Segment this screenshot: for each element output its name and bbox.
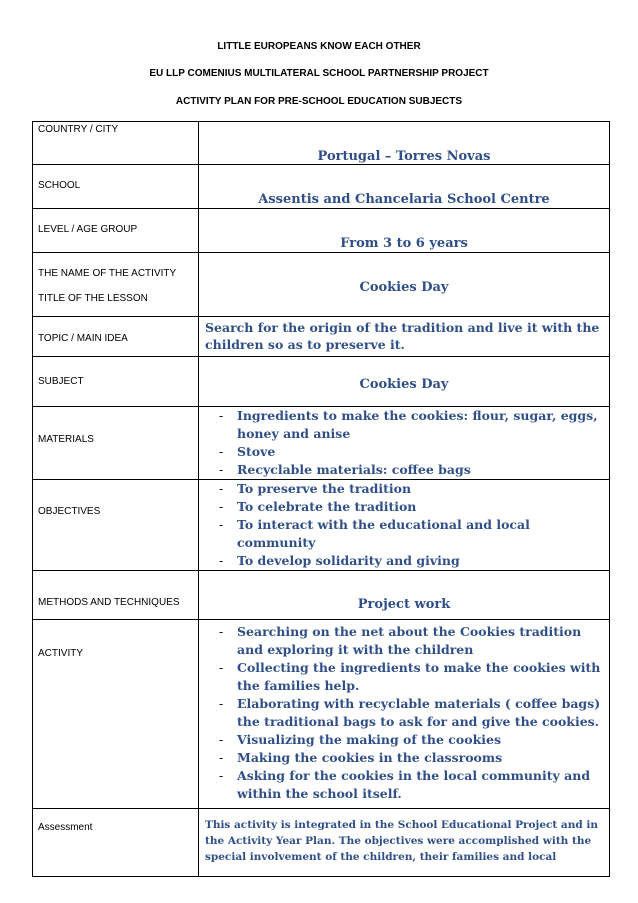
label-topic: TOPIC / MAIN IDEA <box>33 317 199 357</box>
label-country: COUNTRY / CITY <box>33 122 199 165</box>
value-subject: Cookies Day <box>199 357 610 407</box>
list-item: - To interact with the educational and local community <box>199 516 601 552</box>
row-activity-name <box>33 253 610 317</box>
label-activity-name <box>33 253 199 317</box>
materials-list <box>199 407 609 479</box>
value-level: From 3 to 6 years <box>199 209 610 253</box>
list-item: - Elaborating with recyclable materials ( coffee bags) the traditional bags to ask for and give the cookies. <box>199 695 601 731</box>
row-level <box>33 209 610 253</box>
value-materials <box>199 407 610 480</box>
list-item: - Visualizing the making of the cookies <box>199 731 601 749</box>
row-methods <box>33 571 610 620</box>
list-item: - Searching on the net about the Cookies tradition and exploring it with the children <box>199 623 601 659</box>
row-activity <box>33 620 610 809</box>
value-assessment: This activity is integrated in the School Educational Project and in the Activity Year Plan. The objectives were accomplished with the special involvement of the children, their families and local <box>199 809 610 877</box>
row-subject <box>33 357 610 407</box>
label-school: SCHOOL <box>33 165 199 209</box>
label-materials: MATERIALS <box>33 407 199 480</box>
list-item: - Asking for the cookies in the local community and within the school itself. <box>199 767 601 803</box>
value-topic: Search for the origin of the tradition and live it with the children so as to preserve it. <box>199 317 610 357</box>
list-item: - Collecting the ingredients to make the cookies with the families help. <box>199 659 601 695</box>
objectives-list <box>199 480 609 570</box>
label-objectives: OBJECTIVES <box>33 480 199 571</box>
list-item: - To preserve the tradition <box>199 480 601 498</box>
row-school <box>33 165 610 209</box>
label-methods: METHODS AND TECHNIQUES <box>33 571 199 620</box>
label-level: LEVEL / AGE GROUP <box>33 209 199 253</box>
header-partnership: EU LLP COMENIUS MULTILATERAL SCHOOL PARTNERSHIP PROJECT <box>149 68 489 79</box>
value-methods: Project work <box>199 571 610 620</box>
value-activity <box>199 620 610 809</box>
header-project-title: LITTLE EUROPEANS KNOW EACH OTHER <box>217 41 421 52</box>
row-materials <box>33 407 610 480</box>
list-item: - Stove <box>199 443 601 461</box>
label-activity: ACTIVITY <box>33 620 199 809</box>
list-item: - Making the cookies in the classrooms <box>199 749 601 767</box>
activity-plan-table <box>32 121 610 877</box>
row-topic <box>33 317 610 357</box>
value-school: Assentis and Chancelaria School Centre <box>199 165 610 209</box>
header-plan-title: ACTIVITY PLAN FOR PRE-SCHOOL EDUCATION SUBJECTS <box>175 96 463 107</box>
label-activity-name-2: TITLE OF THE LESSON <box>38 293 148 304</box>
label-subject: SUBJECT <box>33 357 199 407</box>
list-item: - Recyclable materials: coffee bags <box>199 461 601 479</box>
activity-list <box>199 620 609 803</box>
row-assessment <box>33 809 610 877</box>
row-country <box>33 122 610 165</box>
value-activity-name: Cookies Day <box>199 253 610 317</box>
list-item: - To celebrate the tradition <box>199 498 601 516</box>
value-objectives <box>199 480 610 571</box>
value-country: Portugal – Torres Novas <box>199 122 610 165</box>
list-item: - To develop solidarity and giving <box>199 552 601 570</box>
list-item: - Ingredients to make the cookies: flour, sugar, eggs, honey and anise <box>199 407 601 443</box>
label-activity-name-1: THE NAME OF THE ACTIVITY <box>38 268 177 279</box>
row-objectives <box>33 480 610 571</box>
label-assessment: Assessment <box>33 809 199 877</box>
